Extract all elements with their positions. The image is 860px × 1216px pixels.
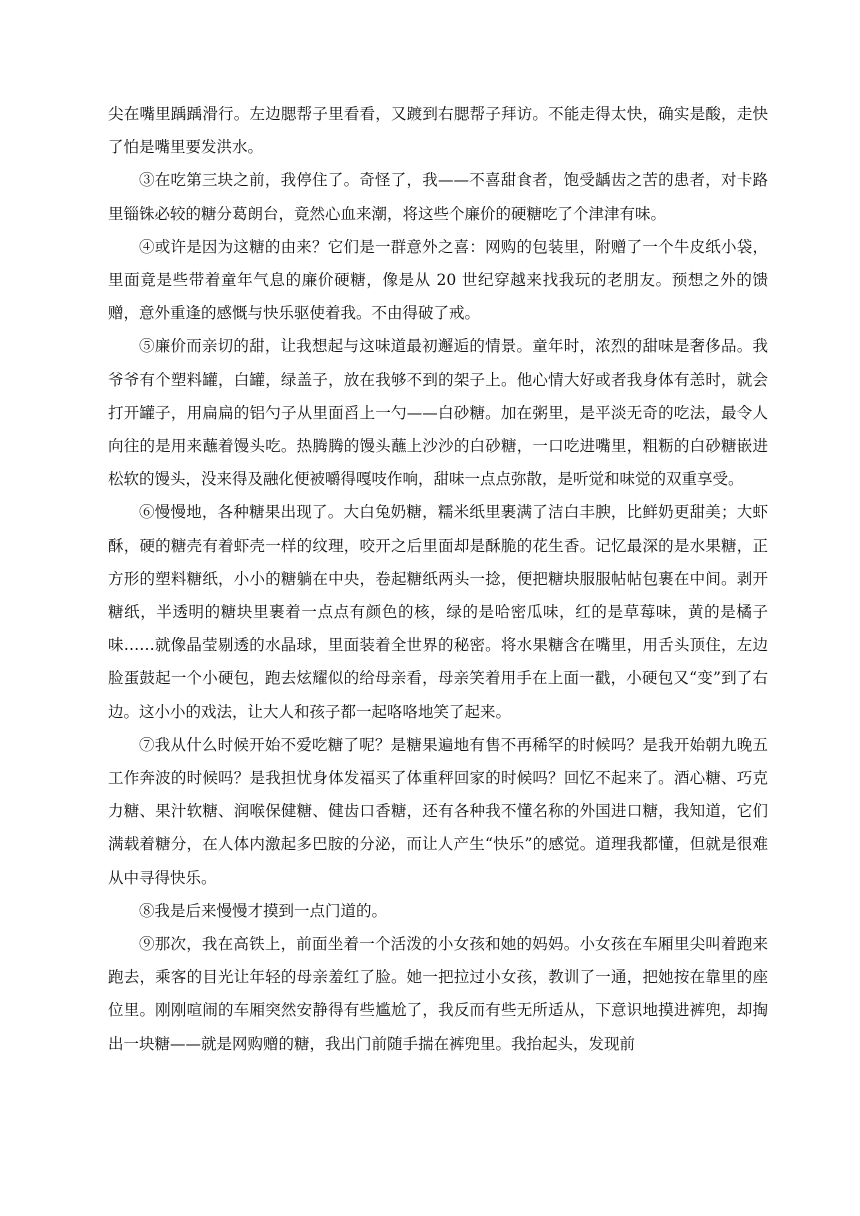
paragraph-7: ⑦我从什么时候开始不爱吃糖了呢？是糖果遍地有售不再稀罕的时候吗？是我开始朝九晚五工作奔波的时候吗？是我担忧身体发福买了体重秤回家的时候吗？回忆不起来了。酒心糖、巧克力糖、果汁软糖、润喉保健糖、健齿口香糖，还有各种我不懂名称的外国进口糖，我知道，它们满载着糖分，在人体内激起多巴胺的分泌，而让人产生“快乐”的感觉。道理我都懂，但就是很难从中寻得快乐。 (108, 735, 768, 887)
paragraph-9: ⑨那次，我在高铁上，前面坐着一个活泼的小女孩和她的妈妈。小女孩在车厢里尖叫着跑来跑去，乘客的目光让年轻的母亲羞红了脸。她一把拉过小女孩，教训了一通，把她按在靠里的座位里。刚刚喧闹的车厢突然安静得有些尴尬了，我反而有些无所适从，下意识地摸进裤兜，却掏出一块糖——就是网购赠的糖，我出门前随手揣在裤兜里。我抬起头，发现前 (108, 935, 768, 1053)
paragraph-6: ⑥慢慢地，各种糖果出现了。大白兔奶糖，糯米纸里裹满了洁白丰腴，比鲜奶更甜美；大虾酥，硬的糖壳有着虾壳一样的纹理，咬开之后里面却是酥脆的花生香。记忆最深的是水果糖，正方形的塑料糖纸，小小的糖躺在中央，卷起糖纸两头一捻，便把糖块服服帖帖包裹在中间。剥开糖纸，半透明的糖块里裹着一点点有颜色的核，绿的是哈密瓜味，红的是草莓味，黄的是橘子味……就像晶莹剔透的水晶球，里面装着全世界的秘密。将水果糖含在嘴里，用舌头顶住，左边脸蛋鼓起一个小硬包，跑去炫耀似的给母亲看，母亲笑着用手在上面一戳，小硬包又“变”到了右边。这小小的戏法，让大人和孩子都一起咯咯地笑了起来。 (108, 503, 768, 721)
document-body (108, 98, 768, 1061)
paragraph-4: ④或许是因为这糖的由来？它们是一群意外之喜：网购的包装里，附赠了一个牛皮纸小袋，里面竟是些带着童年气息的廉价硬糖，像是从 20 世纪穿越来找我玩的老朋友。预想之外的馈赠，意外重逢的感慨与快乐驱使着我。不由得破了戒。 (108, 237, 768, 323)
paragraph-3: ③在吃第三块之前，我停住了。奇怪了，我——不喜甜食者，饱受龋齿之苦的患者，对卡路里锱铢必较的糖分葛朗台，竟然心血来潮，将这些个廉价的硬糖吃了个津津有味。 (108, 171, 768, 223)
paragraph-5: ⑤廉价而亲切的甜，让我想起与这味道最初邂逅的情景。童年时，浓烈的甜味是奢侈品。我爷爷有个塑料罐，白罐，绿盖子，放在我够不到的架子上。他心情大好或者我身体有恙时，就会打开罐子，用扁扁的铝勺子从里面舀上一勺——白砂糖。加在粥里，是平淡无奇的吃法，最令人向往的是用来蘸着馒头吃。热腾腾的馒头蘸上沙沙的白砂糖，一口吃进嘴里，粗粝的白砂糖嵌进松软的馒头，没来得及融化便被嚼得嘎吱作响，甜味一点点弥散，是听觉和味觉的双重享受。 (108, 337, 768, 489)
paragraph-continuation: 尖在嘴里踽踽滑行。左边腮帮子里看看，又踱到右腮帮子拜访。不能走得太快，确实是酸，走快了怕是嘴里要发洪水。 (108, 105, 768, 157)
paragraph-8: ⑧我是后来慢慢才摸到一点门道的。 (139, 901, 388, 920)
